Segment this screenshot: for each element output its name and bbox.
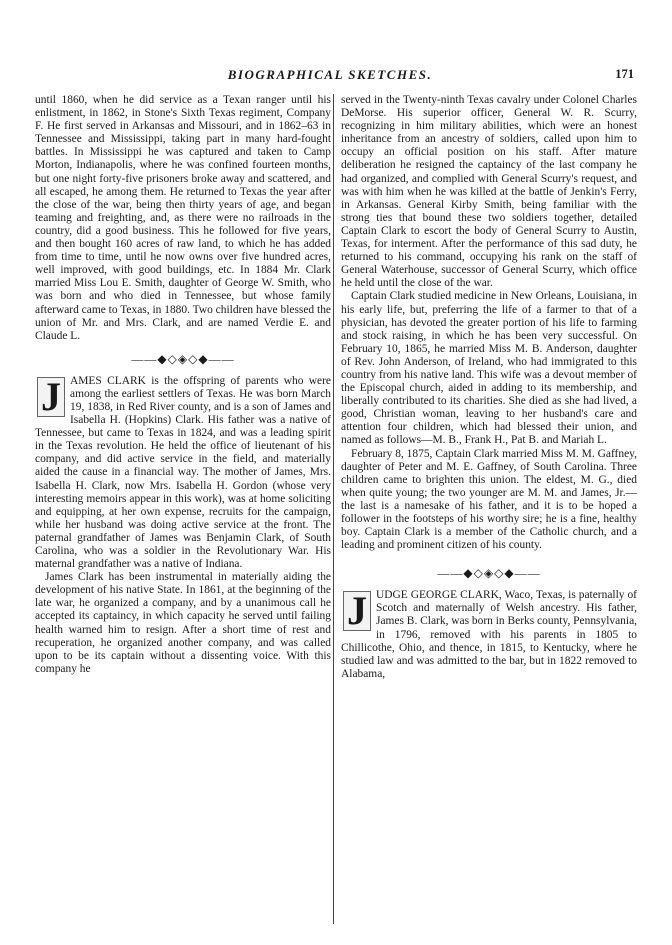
- paragraph-text: , Waco, Texas, is paternally of Scotch and maternally of Welsh ancestry. His father, James B. Clark, was born in Berks county, Pennsylvania, in 1796, removed with his parents in 1805 to Chillicothe, Ohio, and thence, in 1815, to Kentucky, where he studied law and was admitted to the bar, but in 1822 removed to Alabama,: [341, 589, 638, 680]
- running-header: BIOGRAPHICAL SKETCHES.: [227, 67, 433, 82]
- drop-cap: J: [37, 377, 65, 417]
- page-number: 171: [615, 67, 634, 81]
- section-ornament: ——◆◇◈◇◆——: [437, 566, 541, 581]
- section-ornament: ——◆◇◈◇◆——: [131, 351, 235, 366]
- subject-name: AMES CLARK: [70, 374, 146, 387]
- left-column: [35, 94, 331, 676]
- paragraph: until 1860, when he did service as a Texan ranger until his enlistment, in 1862, in Stone's Sixth Texas regiment, Company F. He first served in Arkansas and Missouri, and in 1862–63 in Tennessee and Mississippi, taking part in many hard-fought battles. In Mississippi he was captured and taken to Camp Morton, Indianapolis, where he was confined fourteen months, but one night forty-five prisoners broke away and scattered, and all escaped, he among them. He returned to Texas the year after the close of the war, being then thirty years of age, and began teaming and freighting, and, as there were no railroads in the country, did a good business. This he followed for five years, and then bought 160 acres of raw land, to which he has added from time to time, until he now owns over five hundred acres, well improved, with good buildings, etc. In 1884 Mr. Clark married Miss Lou E. Smith, daughter of George W. Smith, who was born and who died in Tennessee, but whose family afterward came to Texas, in 1880. Two children have blessed the union of Mr. and Mrs. Clark, and are named Verdie E. and Claude L.: [35, 94, 331, 342]
- right-column: [341, 94, 637, 681]
- paragraph: February 8, 1875, Captain Clark married Miss M. M. Gaffney, daughter of Peter and M. E. Gaffney, of South Carolina. Three children came to brighten this union. The eldest, M. G., died when quite young; the two younger are M. M. and James, Jr.—the last is a namesake of his father, and it is to be hoped a follower in the footsteps of his worthy sire; he is a fine, healthy boy. Captain Clark is a member of the Catholic church, and a leading and prominent citizen of his county.: [341, 447, 637, 552]
- drop-cap: J: [343, 591, 371, 631]
- paragraph: James Clark has been instrumental in materially aiding the development of his native State. In 1861, at the beginning of the late war, he organized a company, and by a unanimous call he accepted its captaincy, in which capacity he served until failing health warned him to resign. After a short time of rest and recuperation, he organized another company, and was called upon to be its captain without a dissenting voice. With this company he: [35, 571, 331, 675]
- column-divider: [333, 94, 334, 924]
- subject-name: UDGE GEORGE CLARK: [376, 589, 499, 602]
- paragraph-text: is the offspring of parents who were among the earliest settlers of Texas. He was born March 19, 1838, in Red River county, and is a son of James and Isabella H. (Hopkins) Clark. His father was a native of Tennessee, but came to Texas in 1824, and was a leading spirit in the Texas revolution. He held the office of lieutenant of his company, and did active service in the field, and materially aided the cause in a financial way. The mother of James, Mrs. Isabella H. Clark, now Mrs. Isabella H. Gordon (whose very interesting memoirs appear in this work), was at home soliciting and equipping, at her own expense, recruits for the campaign, while her husband was doing active service at the front. The paternal grandfather of James was Benjamin Clark, of South Carolina, who was a soldier in the Revolutionary War. His maternal grandfather was a native of Indiana.: [35, 374, 331, 571]
- paragraph: Captain Clark studied medicine in New Orleans, Louisiana, in his early life, but, preferring the life of a farmer to that of a physician, has devoted the greater portion of his life to farming and stock raising, in which he has been very successful. On February 10, 1865, he married Miss M. B. Anderson, daughter of Rev. John Anderson, of Ireland, who had immigrated to this country from his native land. This wife was a devout member of the Episcopal church, aided in adding to its membership, and liberally contributed to its charities. She died as she had lived, a good, Christian woman, leaving to her husband's care and attention four children, which had blessed their union, and named as follows—M. B., Frank H., Pat B. and Mariah L.: [341, 290, 637, 447]
- paragraph: served in the Twenty-ninth Texas cavalry under Colonel Charles DeMorse. His superior officer, General W. R. Scurry, recognizing in him military abilities, which were an honest inheritance from an ancestry of soldiers, called upon him to occupy an official position on his staff. After mature deliberation he resigned the captaincy of the last company he had organized, and complied with General Scurry's request, and was with him when he was killed at the battle of Jenkin's Ferry, in Arkansas. General Kirby Smith, being familiar with the strong ties that bound these two soldiers together, detailed Captain Clark to escort the body of General Scurry to Austin, Texas, for interment. After the performance of this sad duty, he returned to his command, occupying his rank on the staff of General Waterhouse, successor of General Scurry, which office he held until the close of the war.: [341, 94, 637, 290]
- james-clark-intro: [35, 375, 331, 571]
- george-clark-intro: [341, 589, 637, 681]
